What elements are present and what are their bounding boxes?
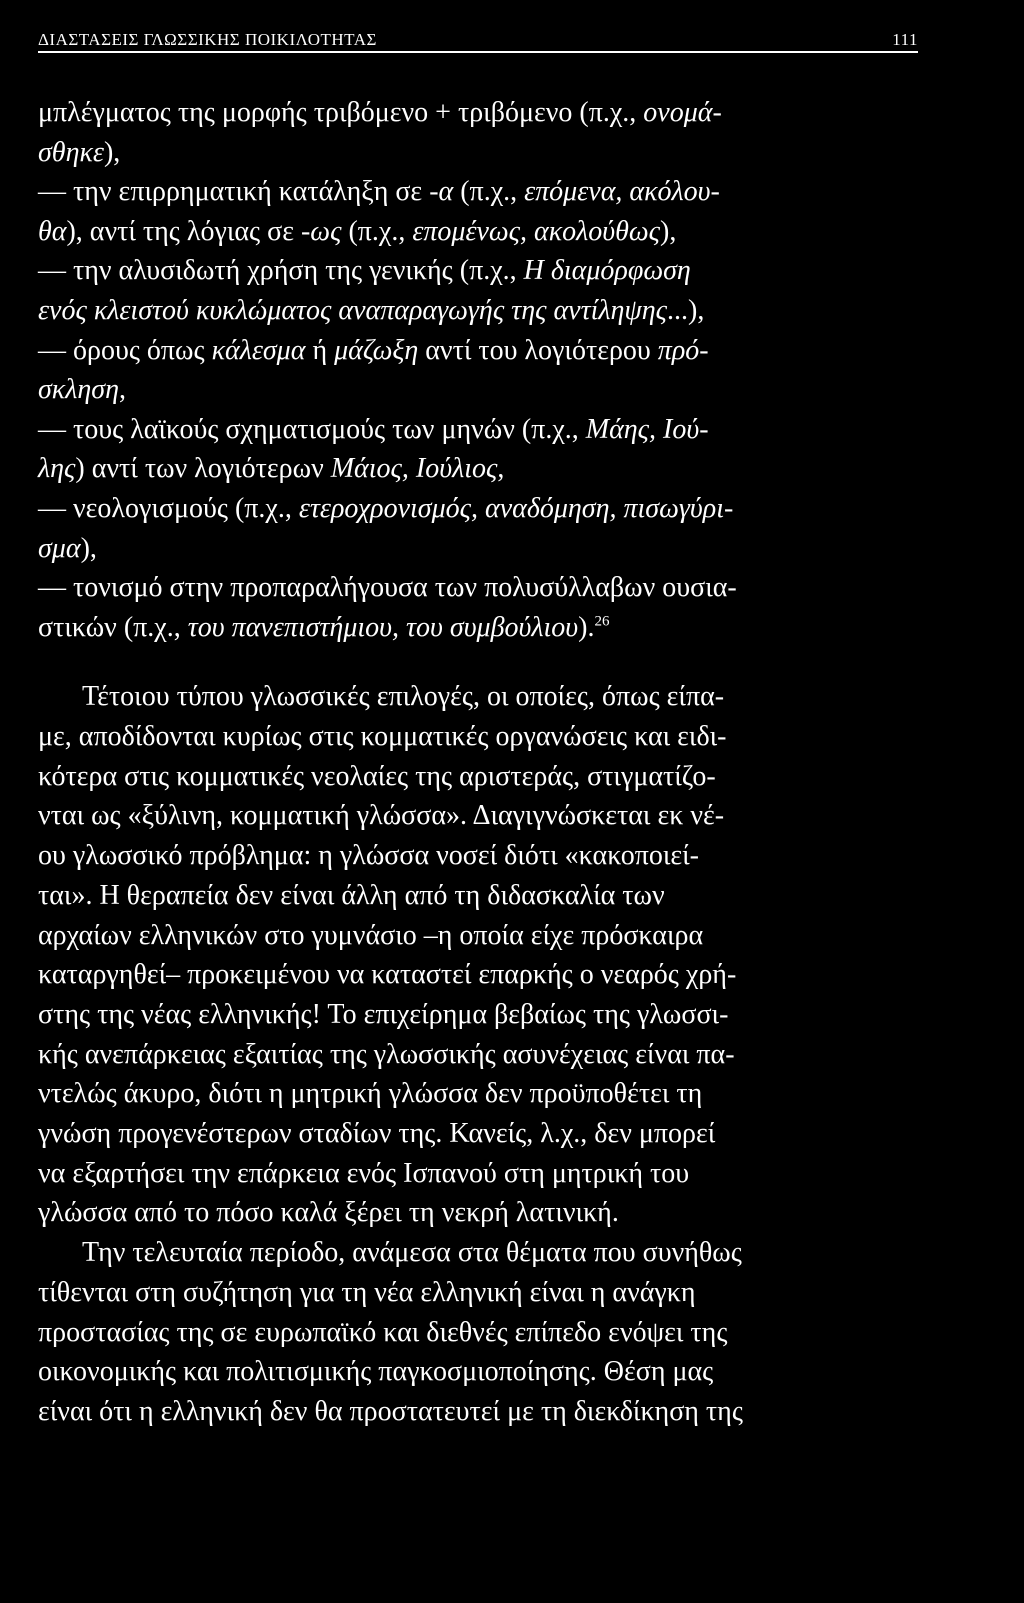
italic-run: μάζωξη: [334, 334, 419, 366]
list-item: [38, 172, 918, 212]
text-run: ,: [118, 374, 126, 406]
text-run: ή: [305, 334, 335, 366]
italic-run: πρό-: [657, 334, 709, 366]
paragraph-line: με, αποδίδονται κυρίως στις κομματικές οργανώσεις και ειδι-: [38, 721, 727, 753]
paragraph-line: στης της νέας ελληνικής! Το επιχείρημα βεβαίως της γλωσσι-: [38, 998, 729, 1030]
paragraph-line: Τέτοιου τύπου γλωσσικές επιλογές, οι οποίες, όπως είπα-: [82, 681, 725, 713]
text-run: — τονισμό στην προπαραλήγουσα των πολυσύλλαβων ουσια-: [38, 572, 737, 604]
italic-run: θα: [38, 215, 67, 247]
paragraph-line: κής ανεπάρκειας εξαιτίας της γλωσσικής ασυνέχειας είναι πα-: [38, 1038, 735, 1070]
italic-run: επομένως, ακολούθως: [412, 215, 661, 247]
text-run: ), αντί της λόγιας σε: [66, 215, 301, 247]
text-run: — την αλυσιδωτή χρήση της γενικής (π.χ.,: [38, 255, 524, 287]
list-line: [38, 133, 918, 173]
list-line: [38, 608, 918, 648]
italic-run: ενός κλειστού κυκλώματος αναπαραγωγής της αντίληψης: [38, 294, 668, 326]
italic-run: σκληση: [38, 374, 119, 406]
paragraph-line: ου γλωσσικό πρόβλημα: η γλώσσα νοσεί διότι «κακοποιεί-: [38, 840, 699, 872]
italic-run: ετεροχρονισμός, αναδόμηση, πισωγύρι-: [298, 492, 734, 524]
paragraph-line: οικονομικής και πολιτισμικής παγκοσμιοποίησης. Θέση μας: [38, 1356, 714, 1388]
italic-run: ονομά-: [643, 97, 722, 128]
list-line: [38, 291, 918, 331]
list-line: [38, 370, 918, 410]
text-run: ),: [80, 532, 97, 564]
text-run: ...),: [667, 294, 705, 326]
text-run: — την επιρρηματική κατάληξη σε: [38, 176, 430, 208]
text-run: ).: [578, 611, 595, 643]
text-run: ),: [103, 136, 121, 168]
running-header-title: ΔΙΑΣΤΑΣΕΙΣ ΓΛΩΣΣΙΚΗΣ ΠΟΙΚΙΛΟΤΗΤΑΣ: [38, 30, 377, 49]
list-item: [38, 489, 918, 529]
paragraph-line: ντελώς άκυρο, διότι η μητρική γλώσσα δεν προϋποθέτει τη: [38, 1078, 703, 1110]
list-item: [38, 410, 918, 450]
italic-run: -α: [429, 176, 454, 208]
footnote-marker: 26: [594, 613, 610, 630]
list-line: [38, 449, 918, 489]
text-run: (π.χ.,: [453, 176, 525, 208]
body-paragraph-1: [38, 677, 918, 1233]
italic-run: επόμενα, ακόλου-: [524, 176, 720, 208]
list-line: [38, 212, 918, 252]
paragraph-line: γλώσσα από το πόσο καλά ξέρει τη νεκρή λατινική.: [38, 1197, 619, 1229]
italic-run: κάλεσμα: [211, 334, 306, 366]
paragraph-line: να εξαρτήσει την επάρκεια ενός Ισπανού στη μητρική του: [38, 1157, 690, 1189]
text-run: ,: [497, 453, 505, 485]
italic-run: Μάιος, Ιούλιος: [330, 453, 498, 485]
list-continuation: [38, 93, 918, 647]
italic-run: του πανεπιστήμιου, του συμβούλιου: [187, 611, 579, 643]
paragraph-line: τίθενται στη συζήτηση για τη νέα ελληνική είναι η ανάγκη: [38, 1276, 696, 1308]
paragraph-line: κότερα στις κομματικές νεολαίες της αριστεράς, στιγματίζο-: [38, 760, 716, 792]
text-run: ) αντί των λογιότερων: [75, 453, 331, 485]
paragraph-line: καταργηθεί– προκειμένου να καταστεί επαρκής ο νεαρός χρή-: [38, 959, 737, 991]
list-line: [38, 93, 918, 133]
body-paragraph-2: [38, 1233, 918, 1432]
text-run: μπλέγματος της μορφής τριβόμενο + τριβόμενο (π.χ.,: [38, 97, 644, 128]
paragraph-line: Την τελευταία περίοδο, ανάμεσα στα θέματα που συνήθως: [82, 1237, 742, 1269]
italic-run: σθηκε: [38, 136, 104, 168]
text-run: ),: [660, 215, 677, 247]
paragraph-line: ται». Η θεραπεία δεν είναι άλλη από τη διδασκαλία των: [38, 879, 665, 911]
paragraph-line: προστασίας της σε ευρωπαϊκό και διεθνές επίπεδο ενόψει της: [38, 1316, 728, 1348]
text-run: (π.χ.,: [341, 215, 413, 247]
running-header: [38, 30, 918, 53]
text-run: στικών (π.χ.,: [38, 611, 188, 643]
italic-run: Μάης, Ιού-: [585, 413, 709, 445]
italic-run: λης: [38, 453, 76, 485]
paragraph-line: είναι ότι η ελληνική δεν θα προστατευτεί με τη διεκδίκηση της: [38, 1395, 743, 1427]
paragraph-line: αρχαίων ελληνικών στο γυμνάσιο –η οποία είχε πρόσκαιρα: [38, 919, 704, 951]
list-item: [38, 568, 918, 608]
list-item: [38, 251, 918, 291]
list-item: [38, 331, 918, 371]
text-run: — όρους όπως: [38, 334, 212, 366]
text-run: — τους λαϊκούς σχηματισμούς των μηνών (π.χ.,: [38, 413, 586, 445]
text-run: — νεολογισμούς (π.χ.,: [38, 492, 299, 524]
italic-run: σμα: [38, 532, 81, 564]
italic-run: Η διαμόρφωση: [523, 255, 691, 287]
page-number: 111: [892, 30, 918, 49]
paragraph-line: νται ως «ξύλινη, κομματική γλώσσα». Διαγιγνώσκεται εκ νέ-: [38, 800, 725, 832]
list-line: [38, 529, 918, 569]
paragraph-line: γνώση προγενέστερων σταδίων της. Κανείς, λ.χ., δεν μπορεί: [38, 1118, 716, 1150]
text-run: αντί του λογιότερου: [418, 334, 658, 366]
book-page: [38, 30, 918, 1432]
italic-run: -ως: [300, 215, 342, 247]
